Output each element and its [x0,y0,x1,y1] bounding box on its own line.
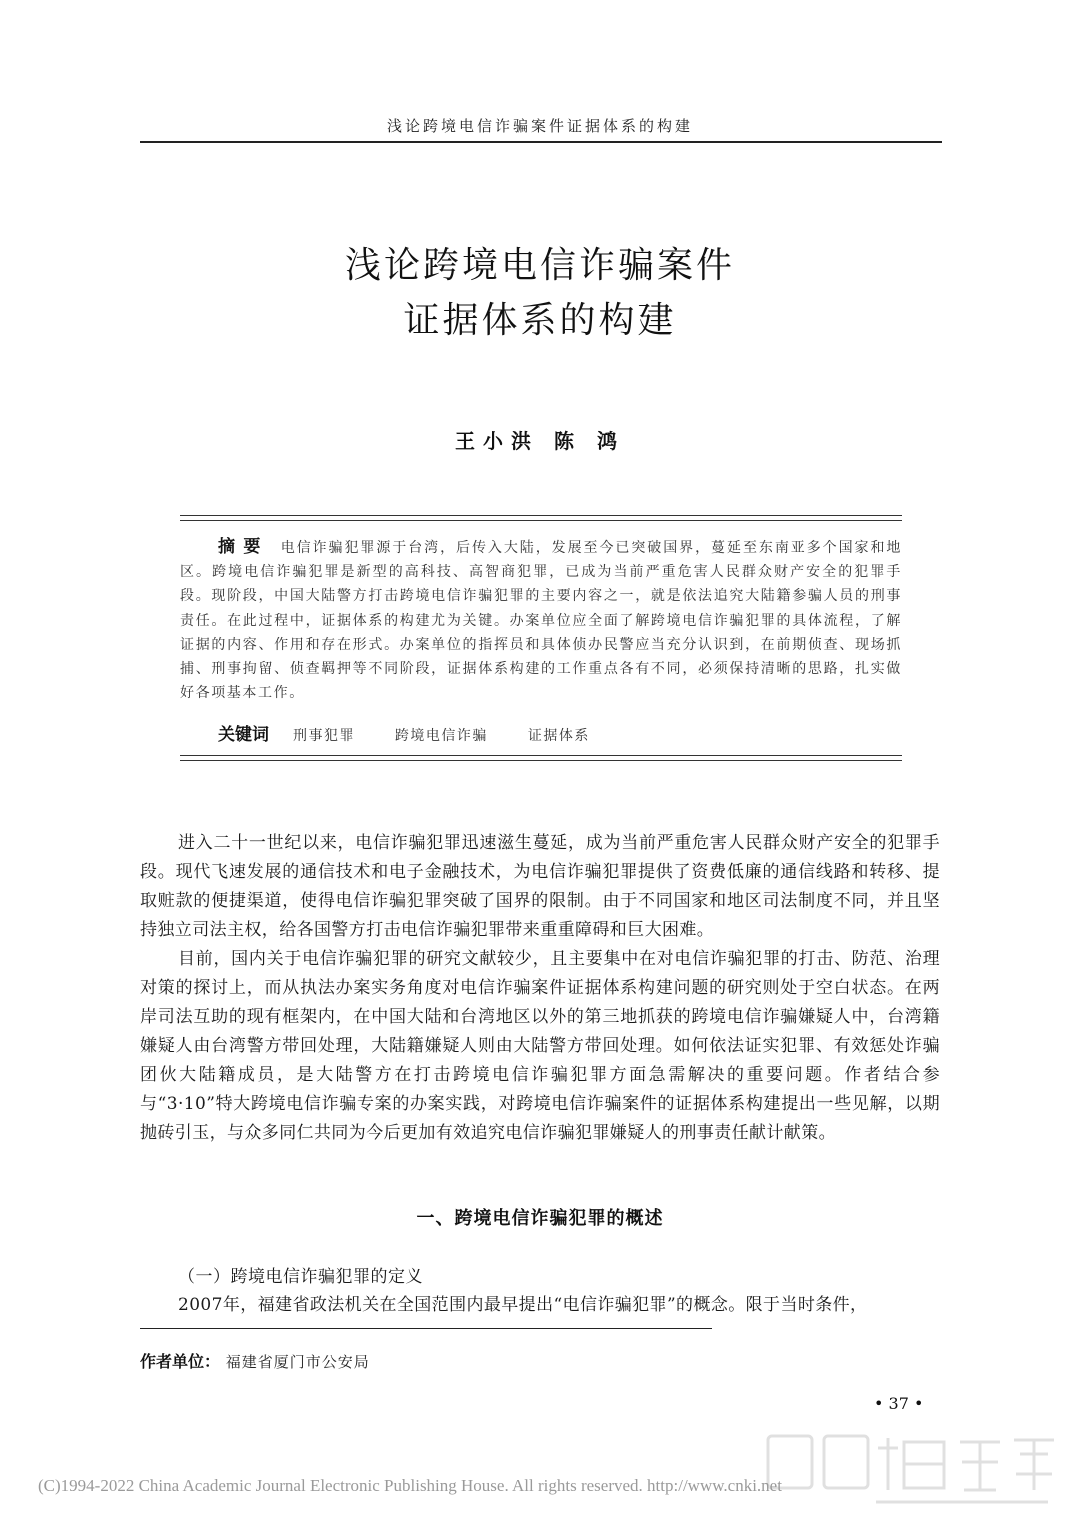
page-number: • 37 • [874,1394,924,1413]
running-header: 浅论跨境电信诈骗案件证据体系的构建 [386,117,693,135]
paragraph-2: 目前，国内关于电信诈骗犯罪的研究文献较少，且主要集中在对电信诈骗犯罪的打击、防范、治理对策的探讨上，而从执法办案实务角度对电信诈骗案件证据体系构建问题的研究则处于空白状态。在两岸司法互助的现有框架内，在中国大陆和台湾地区以外的第三地抓获的跨境电信诈骗嫌疑人中，台湾籍嫌疑人由台湾警方带回处理，大陆籍嫌疑人则由大陆警方带回处理。如何依法证实犯罪、有效惩处诈骗团伙大陆籍成员，是大陆警方在打击跨境电信诈骗犯罪方面急需解决的重要问题。作者结合参与“3·10”特大跨境电信诈骗专案的办案实践，对跨境电信诈骗案件的证据体系构建提出一些见解，以期抛砖引玉，与众多同仁共同为今后更加有效追究电信诈骗犯罪嫌疑人的刑事责任献计献策。 [140,949,940,1143]
abstract-top-rule [180,515,902,521]
article-title [140,238,940,348]
body-text [140,829,940,1148]
watermark-logo [748,1418,1068,1518]
keyword-item: 跨境电信诈骗 [394,728,488,744]
affiliation-label: 作者单位： [140,1352,221,1371]
footnote-rule [140,1328,712,1329]
keyword-item: 刑事犯罪 [292,728,355,744]
subsection-heading: （一）跨境电信诈骗犯罪的定义 [178,1267,423,1287]
paragraph-1: 进入二十一世纪以来，电信诈骗犯罪迅速滋生蔓延，成为当前严重危害人民群众财产安全的犯罪手段。现代飞速发展的通信技术和电子金融技术，为电信诈骗犯罪提供了资费低廉的通信线路和转移、提取赃款的便捷渠道，使得电信诈骗犯罪突破了国界的限制。由于不同国家和地区司法制度不同，并且坚持独立司法主权，给各国警方打击电信诈骗犯罪带来重重障碍和巨大困难。 [140,833,940,940]
copyright-notice: (C)1994-2022 China Academic Journal Electronic Publishing House. All rights reserved. http://www.cnki.net [38,1476,782,1495]
abstract-label: 摘要 [218,537,269,557]
abstract [180,535,902,705]
affiliation-text: 福建省厦门市公安局 [225,1353,370,1371]
keywords-label: 关键词 [218,725,269,745]
title-line-1: 浅论跨境电信诈骗案件 [344,245,735,286]
paragraph-3: 2007年，福建省政法机关在全国范围内最早提出“电信诈骗犯罪”的概念。限于当时条件， [178,1295,868,1315]
abstract-bottom-rule [180,755,902,761]
abstract-text: 电信诈骗犯罪源于台湾，后传入大陆，发展至今已突破国界，蔓延至东南亚多个国家和地区。跨境电信诈骗犯罪是新型的高科技、高智商犯罪，已成为当前严重危害人民群众财产安全的犯罪手段。现阶段，中国大陆警方打击跨境电信诈骗犯罪的主要内容之一，就是依法追究大陆籍参骗人员的刑事责任。在此过程中，证据体系的构建尤为关键。办案单位应全面了解跨境电信诈骗犯罪的具体流程，了解证据的内容、作用和存在形式。办案单位的指挥员和具体侦办民警应当充分认识到，在前期侦查、现场抓捕、刑事拘留、侦查羁押等不同阶段，证据体系构建的工作重点各有不同，必须保持清晰的思路，扎实做好各项基本工作。 [180,540,902,702]
title-line-2: 证据体系的构建 [403,300,677,341]
keyword-item: 证据体系 [527,728,590,744]
section-heading: 一、跨境电信诈骗犯罪的概述 [416,1208,664,1229]
keywords [218,720,624,745]
author-affiliation [140,1349,370,1372]
header-rule [140,141,942,143]
authors: 王小洪 陈 鸿 [455,429,625,453]
